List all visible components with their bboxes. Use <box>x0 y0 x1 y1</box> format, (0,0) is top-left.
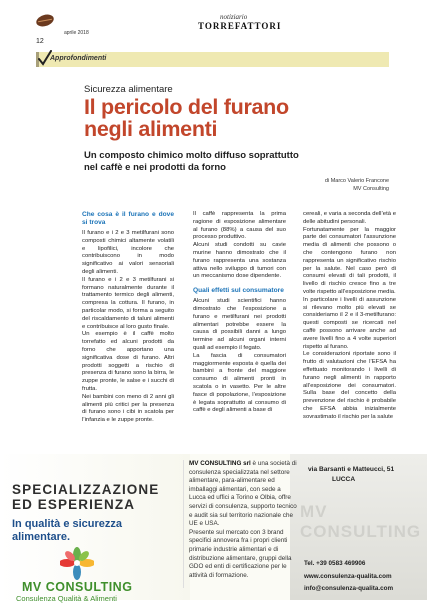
coffee-bean-logo-icon <box>35 12 56 28</box>
ad-body-paragraph-1-text: è una società di consulenza specializzata nel settore alimentare, para-alimentare ed imballaggi alimentari, con sede a Lucca ed uffici a Torino e Olbia, offre servizi di consulenza, supporto tecnico e audit sia sul territorio nazionale che UE e USA. <box>189 460 297 528</box>
page-number: 12 <box>36 38 44 45</box>
column-3-paragraph-2: Fortunatamente per la maggior parte dei consumatori l’assunzione media di alimenti che possono o che contengono furano non rappresenta un significativo rischio per la salute. Nel caso però di consumi elevati di tali prodotti, il livello di rischio cresce fino a tre volte rispetto all’esposizione media. <box>303 226 396 295</box>
ad-address-street: via Barsanti e Matteucci, 51 <box>308 466 395 473</box>
ad-logo-tagline: Consulenza Qualità & Alimenti <box>16 594 117 603</box>
ad-website-link[interactable]: www.consulenza-qualita.com <box>304 573 392 580</box>
ad-headline-line-1: SPECIALIZZAZIONE <box>12 482 160 497</box>
issue-date: aprile 2018 <box>64 30 89 36</box>
ad-watermark-logo: MV CONSULTING <box>300 502 422 541</box>
article-author-company: MV Consulting <box>353 186 389 192</box>
ad-subheadline-line-1: In qualità e sicurezza <box>12 518 123 530</box>
column-1-paragraph-3: Un esempio è il caffè molto torrefatto ed alcuni prodotti da forno che apportano una significativa dose di furano. Altri prodotti soggetti a rischio di presenza di furano sono la birra, le zuppe pronte, le salse e i succhi di frutta. <box>82 331 174 392</box>
ad-address-city: LUCCA <box>332 476 356 483</box>
masthead-small: notiziario <box>220 13 248 21</box>
ad-email-link[interactable]: info@consulenza-qualita.com <box>304 585 394 592</box>
ad-headline <box>12 482 159 512</box>
column-2-paragraph-2: Alcuni studi condotti su cavie murine hanno dimostrato che il furano rappresenta una sostanza attiva nello sviluppo di tumori con un meccanismo dose dipendente. <box>193 242 286 280</box>
column-3-paragraph-4: Le considerazioni riportate sono il frutto di valutazioni che l’EFSA ha effettuato monitorando i livelli di furano negli alimenti in rapporto all’esposizione dei consumatori. Sulla base del concetto della prevenzione del rischio è probabile che EFSA abbia inizialmente sovrastimato il rischio per la salute <box>303 351 396 420</box>
column-2-paragraph-1: Il caffè rappresenta la prima ragione di esposizione alimentare al furano (88%) a causa del suo processo produttivo. <box>193 211 286 241</box>
ad-company-name: MV CONSULTING srl <box>189 460 251 467</box>
ad-subheadline-line-2: alimentare. <box>12 531 71 543</box>
ad-logo-name: MV CONSULTING <box>22 580 133 594</box>
ad-headline-line-2: ED ESPERIENZA <box>12 497 136 512</box>
flower-logo-icon <box>60 547 94 581</box>
column-1-heading: Che cosa è il furano e dove si trova <box>82 211 174 226</box>
article-column-3 <box>303 211 396 422</box>
ad-phone: Tel. +39 0583 469906 <box>304 560 366 567</box>
masthead-title: TORREFATTORI <box>198 21 282 31</box>
article-title <box>84 96 414 140</box>
column-2-paragraph-3: Alcuni studi scientifici hanno dimostrato che l’esposizione a furano e metilfurani nei prodotti alimentari potrebbe essere la causa di possibili danni a lungo termine ad alcuni organi interni quali ad esempio il fegato. <box>193 298 286 351</box>
article-column-2 <box>193 211 286 415</box>
ad-body-text <box>189 460 299 580</box>
ad-body-paragraph-2: Presente sul mercato con 3 brand specifici annovera fra i propri clienti primarie industrie alimentari e di distribuzione alimentare, gruppi della GDO ed enti di certificazione per le attività di formazione. <box>189 528 292 579</box>
section-label: Approfondimenti <box>50 55 107 62</box>
article-column-1 <box>82 211 174 425</box>
column-2-heading: Quali effetti sul consumatore <box>193 287 284 295</box>
column-3-paragraph-1: cereali, e varia a seconda dell’età e delle abitudini personali. <box>303 211 396 225</box>
column-1-paragraph-1: Il furano e i 2 e 3 metilfurani sono composti chimici altamente volatili e lipofilici, incolore che contribuiscono in modo significativo ai valori sensoriali degli alimenti. <box>82 230 174 275</box>
article-kicker: Sicurezza alimentare <box>84 84 173 95</box>
ad-subheadline <box>12 518 187 544</box>
article-subtitle-line-2: nel caffè e nei prodotti da forno <box>84 162 226 173</box>
article-author: di Marco Valerio Francone <box>324 178 389 184</box>
column-3-paragraph-3: In particolare i livelli di assunzione si rilevano molto più elevati se consideriamo il 2 e il 3-metilfurano: questi composti se ricercati nel caffè possono arrivare anche ad avere livelli fino a 4 volte superiori rispetto al furano. <box>303 296 396 350</box>
article-title-line-2: negli alimenti <box>84 117 218 141</box>
ad-body-paragraph-1 <box>189 460 299 529</box>
column-1-paragraph-2: Il furano e i 2 e 3 metilfurani si formano naturalmente durante il trattamento termico degli alimenti, compresa la cottura. Il furano, in particolar modo, si forma a seguito del riscaldamento di taluni alimenti e contribuisce al loro gusto finale. <box>82 276 174 330</box>
article-subtitle <box>84 150 404 174</box>
article-subtitle-line-1: Un composto chimico molto diffuso soprattutto <box>84 150 299 161</box>
article-title-line-1: Il pericolo del furano <box>84 95 289 119</box>
column-1-paragraph-4: Nei bambini con meno di 2 anni gli alimenti più critici per la presenza di furano sono i cibi in scatola per l’infanzia e le zuppe pronte. <box>82 393 174 424</box>
column-2-paragraph-4: La fascia di consumatori maggiormente esposta è quella dei bambini a fronte del maggiore consumo di alimenti pronti in scatola o in vasetto. Per le altre fasce di popolazione, l’esposizione è legata soprattutto al consumo di caffè e degli alimenti a base di <box>193 352 286 414</box>
